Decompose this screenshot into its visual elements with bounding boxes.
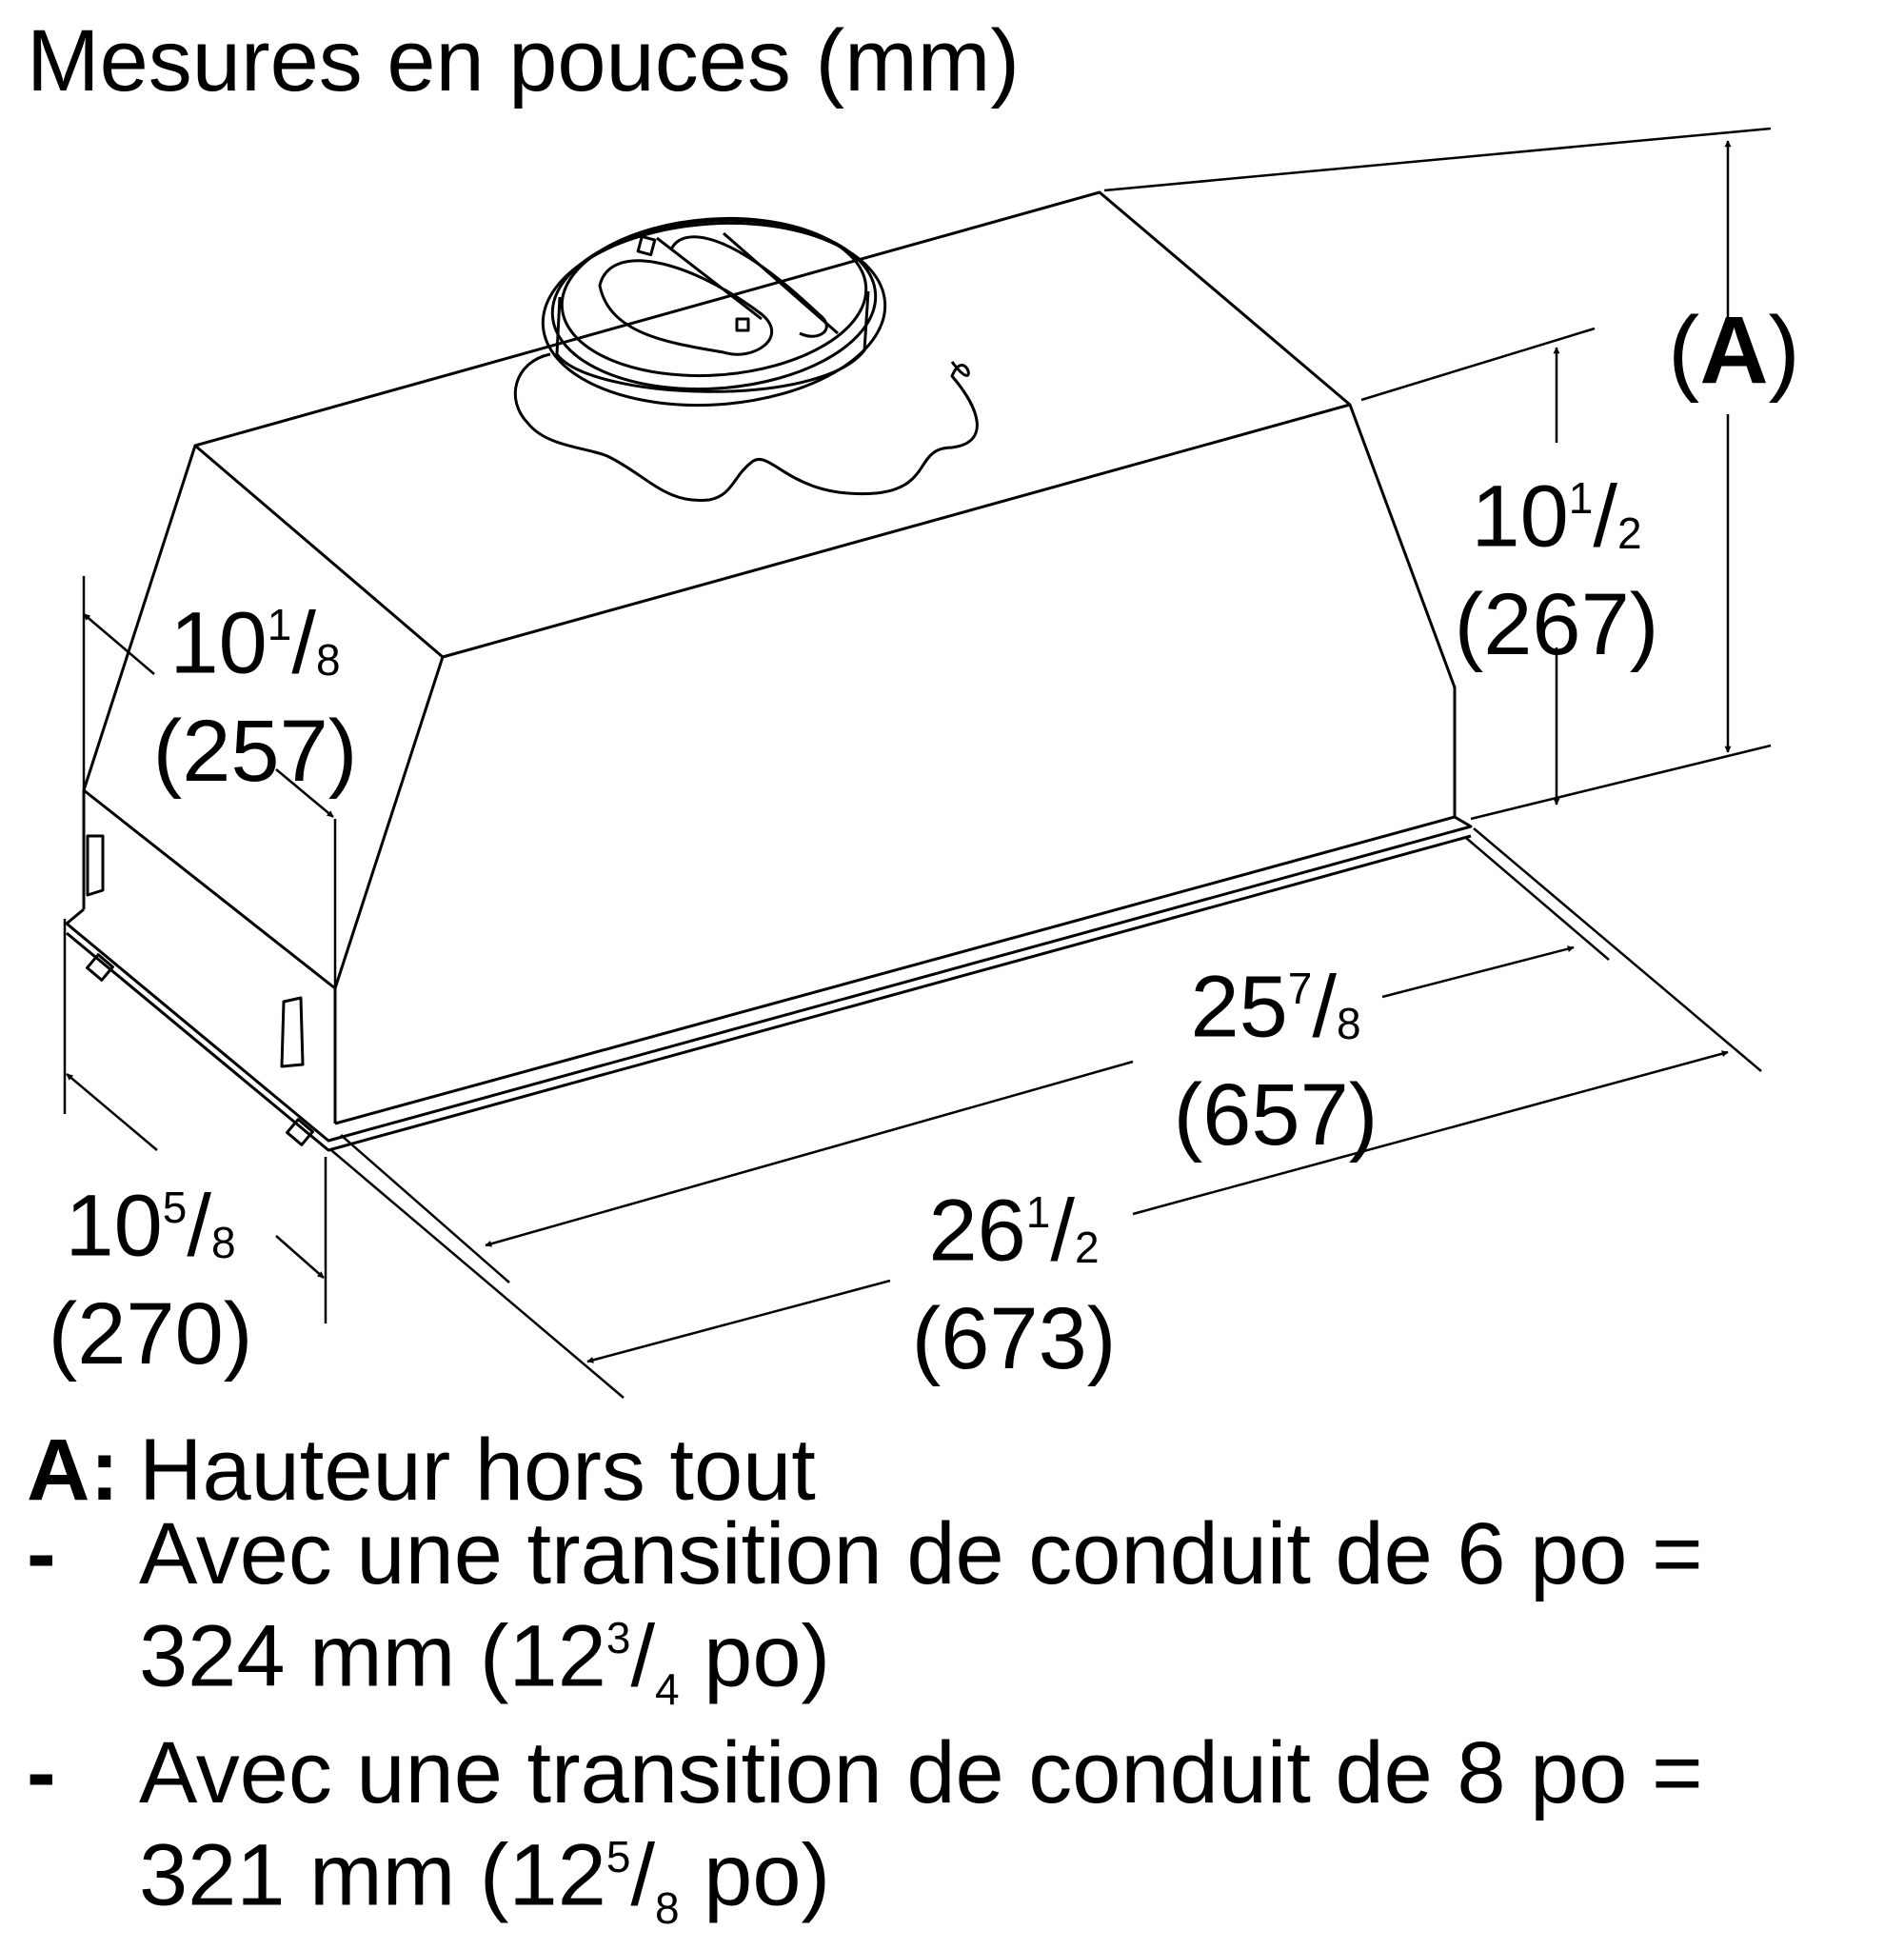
legend <box>27 1422 1703 1950</box>
overall-height-label: (A) <box>1668 297 1800 404</box>
legend-item-value: 321 mm ($12^5/_8$ po) <box>139 1826 831 1933</box>
dimension-front-depth: $10^5/_8$ (270) <box>48 1177 253 1383</box>
legend-item-value: 324 mm ($12^3/_4$ po) <box>139 1607 831 1714</box>
dimension-side-depth: $10^1/_8$ (257) <box>152 594 358 800</box>
legend-item: - Avec une transition de conduit de 6 po = <box>27 1505 1703 1602</box>
dimension-inner-width: $25^7/_8$ (657) <box>1173 958 1378 1164</box>
page-title: Mesures en pouces (mm) <box>27 12 1020 109</box>
dimension-outer-width: $26^1/_2$ (673) <box>911 1182 1117 1387</box>
legend-heading: A: Hauteur hors tout <box>27 1422 816 1519</box>
dimension-height: $10^1/_2$ (267) <box>1454 468 1659 673</box>
legend-item: - Avec une transition de conduit de 8 po = <box>27 1723 1703 1821</box>
legend-key: A: <box>27 1422 120 1519</box>
